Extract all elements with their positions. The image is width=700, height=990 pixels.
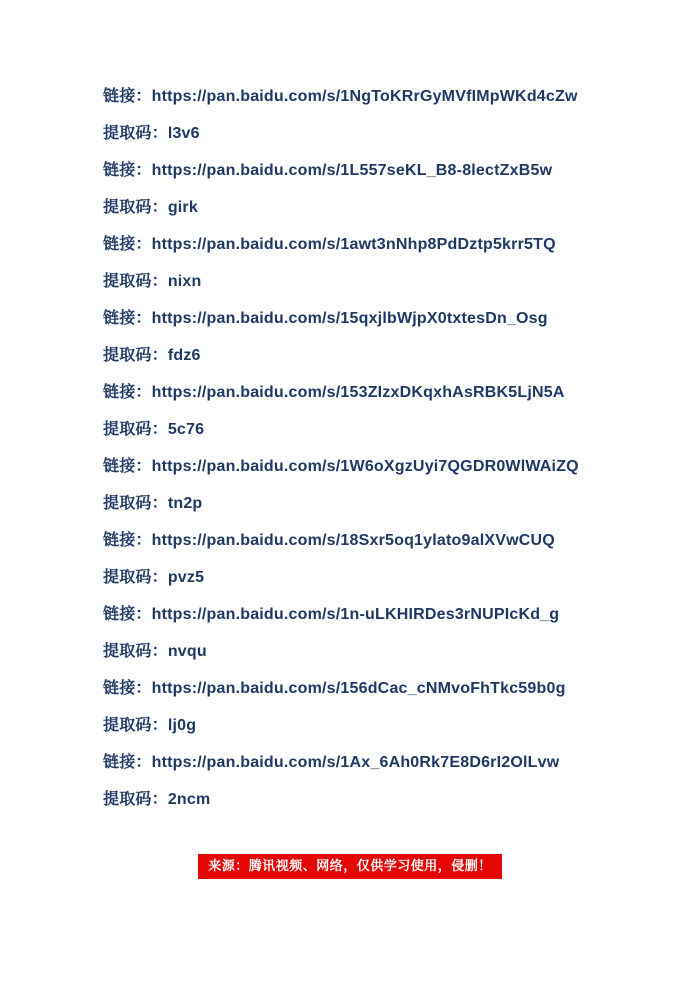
code-line	[103, 271, 670, 293]
extract-code: fdz6	[167, 347, 201, 364]
code-line	[103, 641, 670, 663]
link-label: 链接：	[103, 310, 152, 327]
pan-link[interactable]: https://pan.baidu.com/s/18Sxr5oq1ylato9alXVwCUQ	[151, 532, 555, 549]
link-label: 链接：	[103, 236, 152, 253]
link-label: 链接：	[103, 606, 152, 623]
link-line	[103, 382, 670, 404]
code-line	[103, 197, 670, 219]
link-line	[103, 86, 670, 108]
extract-code: pvz5	[167, 569, 205, 586]
link-label: 链接：	[103, 88, 152, 105]
footer	[0, 854, 700, 879]
extract-code: nvqu	[167, 643, 207, 660]
link-label: 链接：	[103, 384, 152, 401]
link-line	[103, 604, 670, 626]
code-label: 提取码：	[103, 791, 168, 808]
link-line	[103, 234, 670, 256]
pan-link[interactable]: https://pan.baidu.com/s/1Ax_6Ah0Rk7E8D6rI2OlLvw	[151, 754, 560, 771]
link-label: 链接：	[103, 532, 152, 549]
link-line	[103, 456, 670, 478]
code-line	[103, 715, 670, 737]
link-label: 链接：	[103, 754, 152, 771]
code-label: 提取码：	[103, 347, 168, 364]
pan-link[interactable]: https://pan.baidu.com/s/1NgToKRrGyMVfIMpWKd4cZw	[151, 88, 578, 105]
code-label: 提取码：	[103, 495, 168, 512]
extract-code: lj0g	[167, 717, 197, 734]
code-line	[103, 567, 670, 589]
link-line	[103, 678, 670, 700]
code-label: 提取码：	[103, 125, 168, 142]
code-label: 提取码：	[103, 569, 168, 586]
code-label: 提取码：	[103, 273, 168, 290]
extract-code: tn2p	[167, 495, 203, 512]
link-label: 链接：	[103, 680, 152, 697]
code-line	[103, 493, 670, 515]
extract-code: 2ncm	[167, 791, 211, 808]
link-line	[103, 160, 670, 182]
code-line	[103, 419, 670, 441]
link-line	[103, 308, 670, 330]
code-label: 提取码：	[103, 643, 168, 660]
pan-link[interactable]: https://pan.baidu.com/s/1awt3nNhp8PdDztp5krr5TQ	[151, 236, 556, 253]
code-line	[103, 345, 670, 367]
link-label: 链接：	[103, 458, 152, 475]
link-line	[103, 752, 670, 774]
pan-link[interactable]: https://pan.baidu.com/s/1n-uLKHIRDes3rNUPIcKd_g	[151, 606, 560, 623]
code-line	[103, 789, 670, 811]
pan-link[interactable]: https://pan.baidu.com/s/1W6oXgzUyi7QGDR0WlWAiZQ	[151, 458, 579, 475]
link-label: 链接：	[103, 162, 152, 179]
pan-link[interactable]: https://pan.baidu.com/s/1L557seKL_B8-8lectZxB5w	[151, 162, 553, 179]
code-label: 提取码：	[103, 717, 168, 734]
extract-code: 5c76	[167, 421, 205, 438]
code-label: 提取码：	[103, 199, 168, 216]
source-banner: 来源：腾讯视频、网络，仅供学习使用，侵删！	[198, 854, 502, 879]
pan-link[interactable]: https://pan.baidu.com/s/153ZIzxDKqxhAsRBK5LjN5A	[151, 384, 565, 401]
code-line	[103, 123, 670, 145]
extract-code: girk	[167, 199, 198, 216]
code-label: 提取码：	[103, 421, 168, 438]
extract-code: l3v6	[167, 125, 200, 142]
pan-link[interactable]: https://pan.baidu.com/s/15qxjlbWjpX0txtesDn_Osg	[151, 310, 548, 327]
pan-link[interactable]: https://pan.baidu.com/s/156dCac_cNMvoFhTkc59b0g	[151, 680, 566, 697]
extract-code: nixn	[167, 273, 202, 290]
link-line	[103, 530, 670, 552]
